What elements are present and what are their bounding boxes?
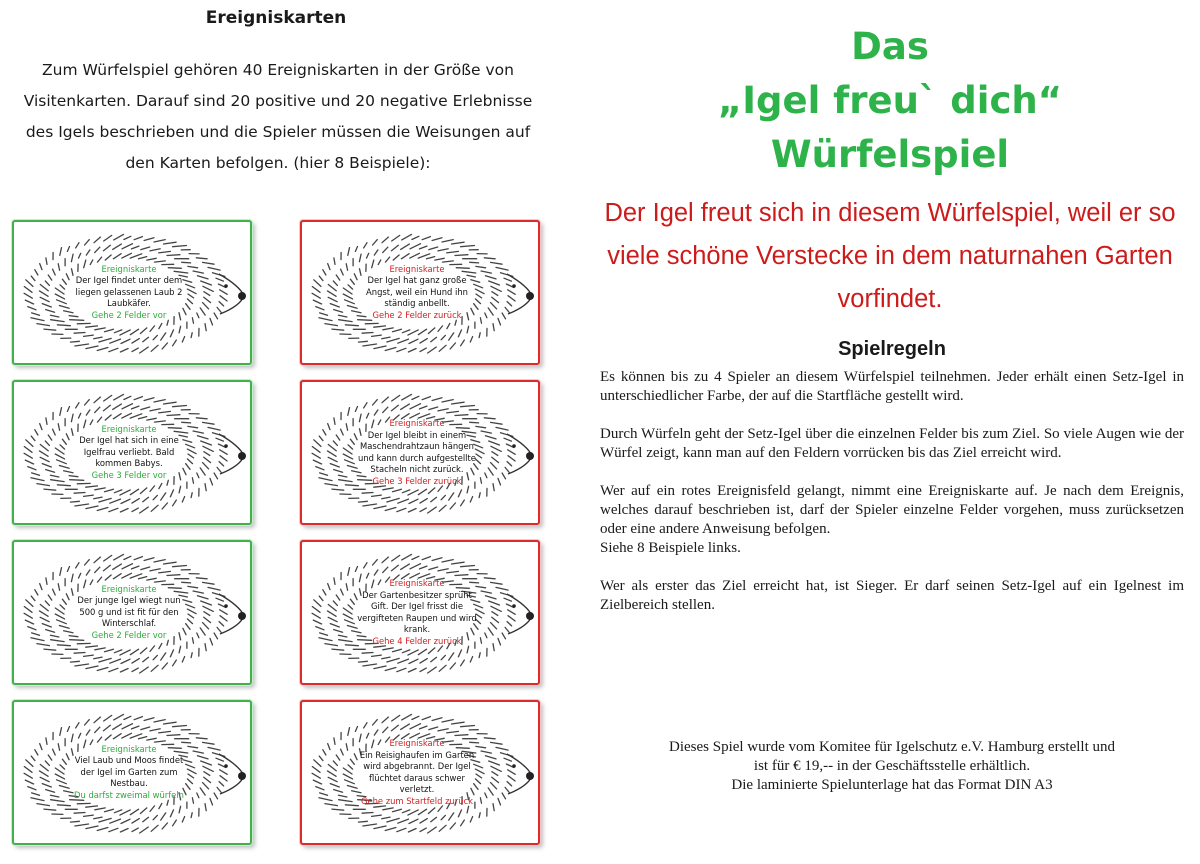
card-title: Ereigniskarte: [101, 423, 157, 434]
card-move: Gehe 2 Felder zurück: [372, 309, 462, 320]
rules-paragraph-dice: Durch Würfeln geht der Setz-Igel über die einzelnen Felder bis zum Ziel. So viele Augen wie der Würfel zeigt, kann man auf den Feldern vorrücken bis das Ziel erreicht wird.: [600, 426, 1184, 461]
game-subtitle: Der Igel freut sich in diesem Würfelspiel, weil er so viele schöne Verstecke in dem naturnahen Garten vorfindet.: [604, 199, 1176, 313]
card-body: Der Igel findet unter dem liegen gelassenen Laub 2 Laubkäfer.: [75, 275, 183, 309]
game-title-line3: Würfelspiel: [770, 133, 1010, 176]
event-cards-heading: Ereigniskarten: [205, 8, 347, 28]
card-move: Gehe 3 Felder zurück: [372, 475, 462, 486]
card-body: Der Igel hat sich in eine Igelfrau verliebt. Bald kommen Babys.: [79, 435, 179, 469]
rules-paragraph-players: Es können bis zu 4 Spieler an diesem Würfelspiel teilnehmen. Jeder erhält einen Setz-Igel in unterschiedlicher Farbe, der auf die Startfläche gestellt wird.: [600, 369, 1184, 404]
card-text: [69, 222, 189, 363]
event-card: [12, 380, 252, 525]
event-card: [300, 380, 540, 525]
event-card: [12, 700, 252, 845]
event-card: [300, 700, 540, 845]
card-move: Gehe zum Startfeld zurück: [360, 795, 474, 806]
card-move: Gehe 2 Felder vor: [91, 629, 167, 640]
card-text: [357, 702, 477, 843]
card-text: [357, 542, 477, 683]
card-move: Gehe 4 Felder zurück: [372, 635, 462, 646]
rules-paragraph-event-field: Wer auf ein rotes Ereignisfeld gelangt, nimmt eine Ereigniskarte auf. Je nach dem Ereignis, welches darauf beschrieben ist, darf der Spieler einzelne Felder vorgehen, muss zurücksetzen oder eine andere Anweisung befolgen.: [600, 483, 1184, 537]
rules-text: [600, 368, 1184, 634]
game-title-line1: Das: [851, 25, 929, 68]
publisher-note-line2: ist für € 19,-- in der Geschäftsstelle erhältlich.: [753, 758, 1031, 774]
rules-heading: Spielregeln: [838, 338, 946, 360]
card-title: Ereigniskarte: [389, 263, 445, 274]
rules-paragraph-winner: Wer als erster das Ziel erreicht hat, ist Sieger. Er darf seinen Setz-Igel auf ein Igelnest im Zielbereich stellen.: [600, 578, 1184, 613]
card-move: Gehe 2 Felder vor: [91, 309, 167, 320]
card-text: [357, 222, 477, 363]
event-cards-intro: Zum Würfelspiel gehören 40 Ereigniskarten in der Größe von Visitenkarten. Darauf sind 20 positive und 20 negative Erlebnisse des Igels beschrieben und die Spieler müssen die Weisungen auf den Karten befolgen. (hier 8 Beispiele):: [23, 61, 533, 172]
event-card: [300, 540, 540, 685]
card-move: Du darfst zweimal würfeln: [74, 789, 184, 800]
card-body: Der junge Igel wiegt nun 500 g und ist fit für den Winterschlaf.: [77, 595, 181, 629]
card-move: Gehe 3 Felder vor: [91, 469, 167, 480]
card-body: Ein Reisighaufen im Garten wird abgebrannt. Der Igel flüchtet daraus schwer verletzt.: [359, 749, 475, 794]
game-title: [660, 20, 1120, 182]
card-title: Ereigniskarte: [389, 738, 445, 748]
publisher-note-line3: Die laminierte Spielunterlage hat das Format DIN A3: [731, 777, 1053, 793]
rules-paragraph-see-examples: Siehe 8 Beispiele links.: [600, 540, 741, 556]
publisher-note-line1: Dieses Spiel wurde vom Komitee für Igelschutz e.V. Hamburg erstellt und: [668, 739, 1115, 755]
card-title: Ereigniskarte: [101, 743, 157, 754]
card-body: Der Igel hat ganz große Angst, weil ein Hund ihn ständig anbellt.: [366, 275, 468, 309]
publisher-note: [600, 738, 1184, 795]
card-text: [69, 542, 189, 683]
card-text: [69, 702, 189, 843]
card-body: Der Gartenbesitzer sprüht Gift. Der Igel frisst die vergifteten Raupen und wird krank.: [357, 589, 477, 634]
card-title: Ereigniskarte: [389, 418, 445, 428]
card-title: Ereigniskarte: [101, 583, 157, 594]
card-text: [357, 382, 477, 523]
card-title: Ereigniskarte: [389, 578, 445, 588]
game-title-line2: „Igel freu` dich“: [717, 79, 1063, 122]
event-card: [300, 220, 540, 365]
event-card: [12, 220, 252, 365]
card-body: Viel Laub und Moos findet der Igel im Garten zum Nestbau.: [74, 755, 184, 789]
card-body: Der Igel bleibt in einem Maschendrahtzaun hängen und kann durch aufgestellte Stacheln nicht zurück.: [358, 429, 476, 474]
card-text: [69, 382, 189, 523]
card-title: Ereigniskarte: [101, 263, 157, 274]
event-card: [12, 540, 252, 685]
